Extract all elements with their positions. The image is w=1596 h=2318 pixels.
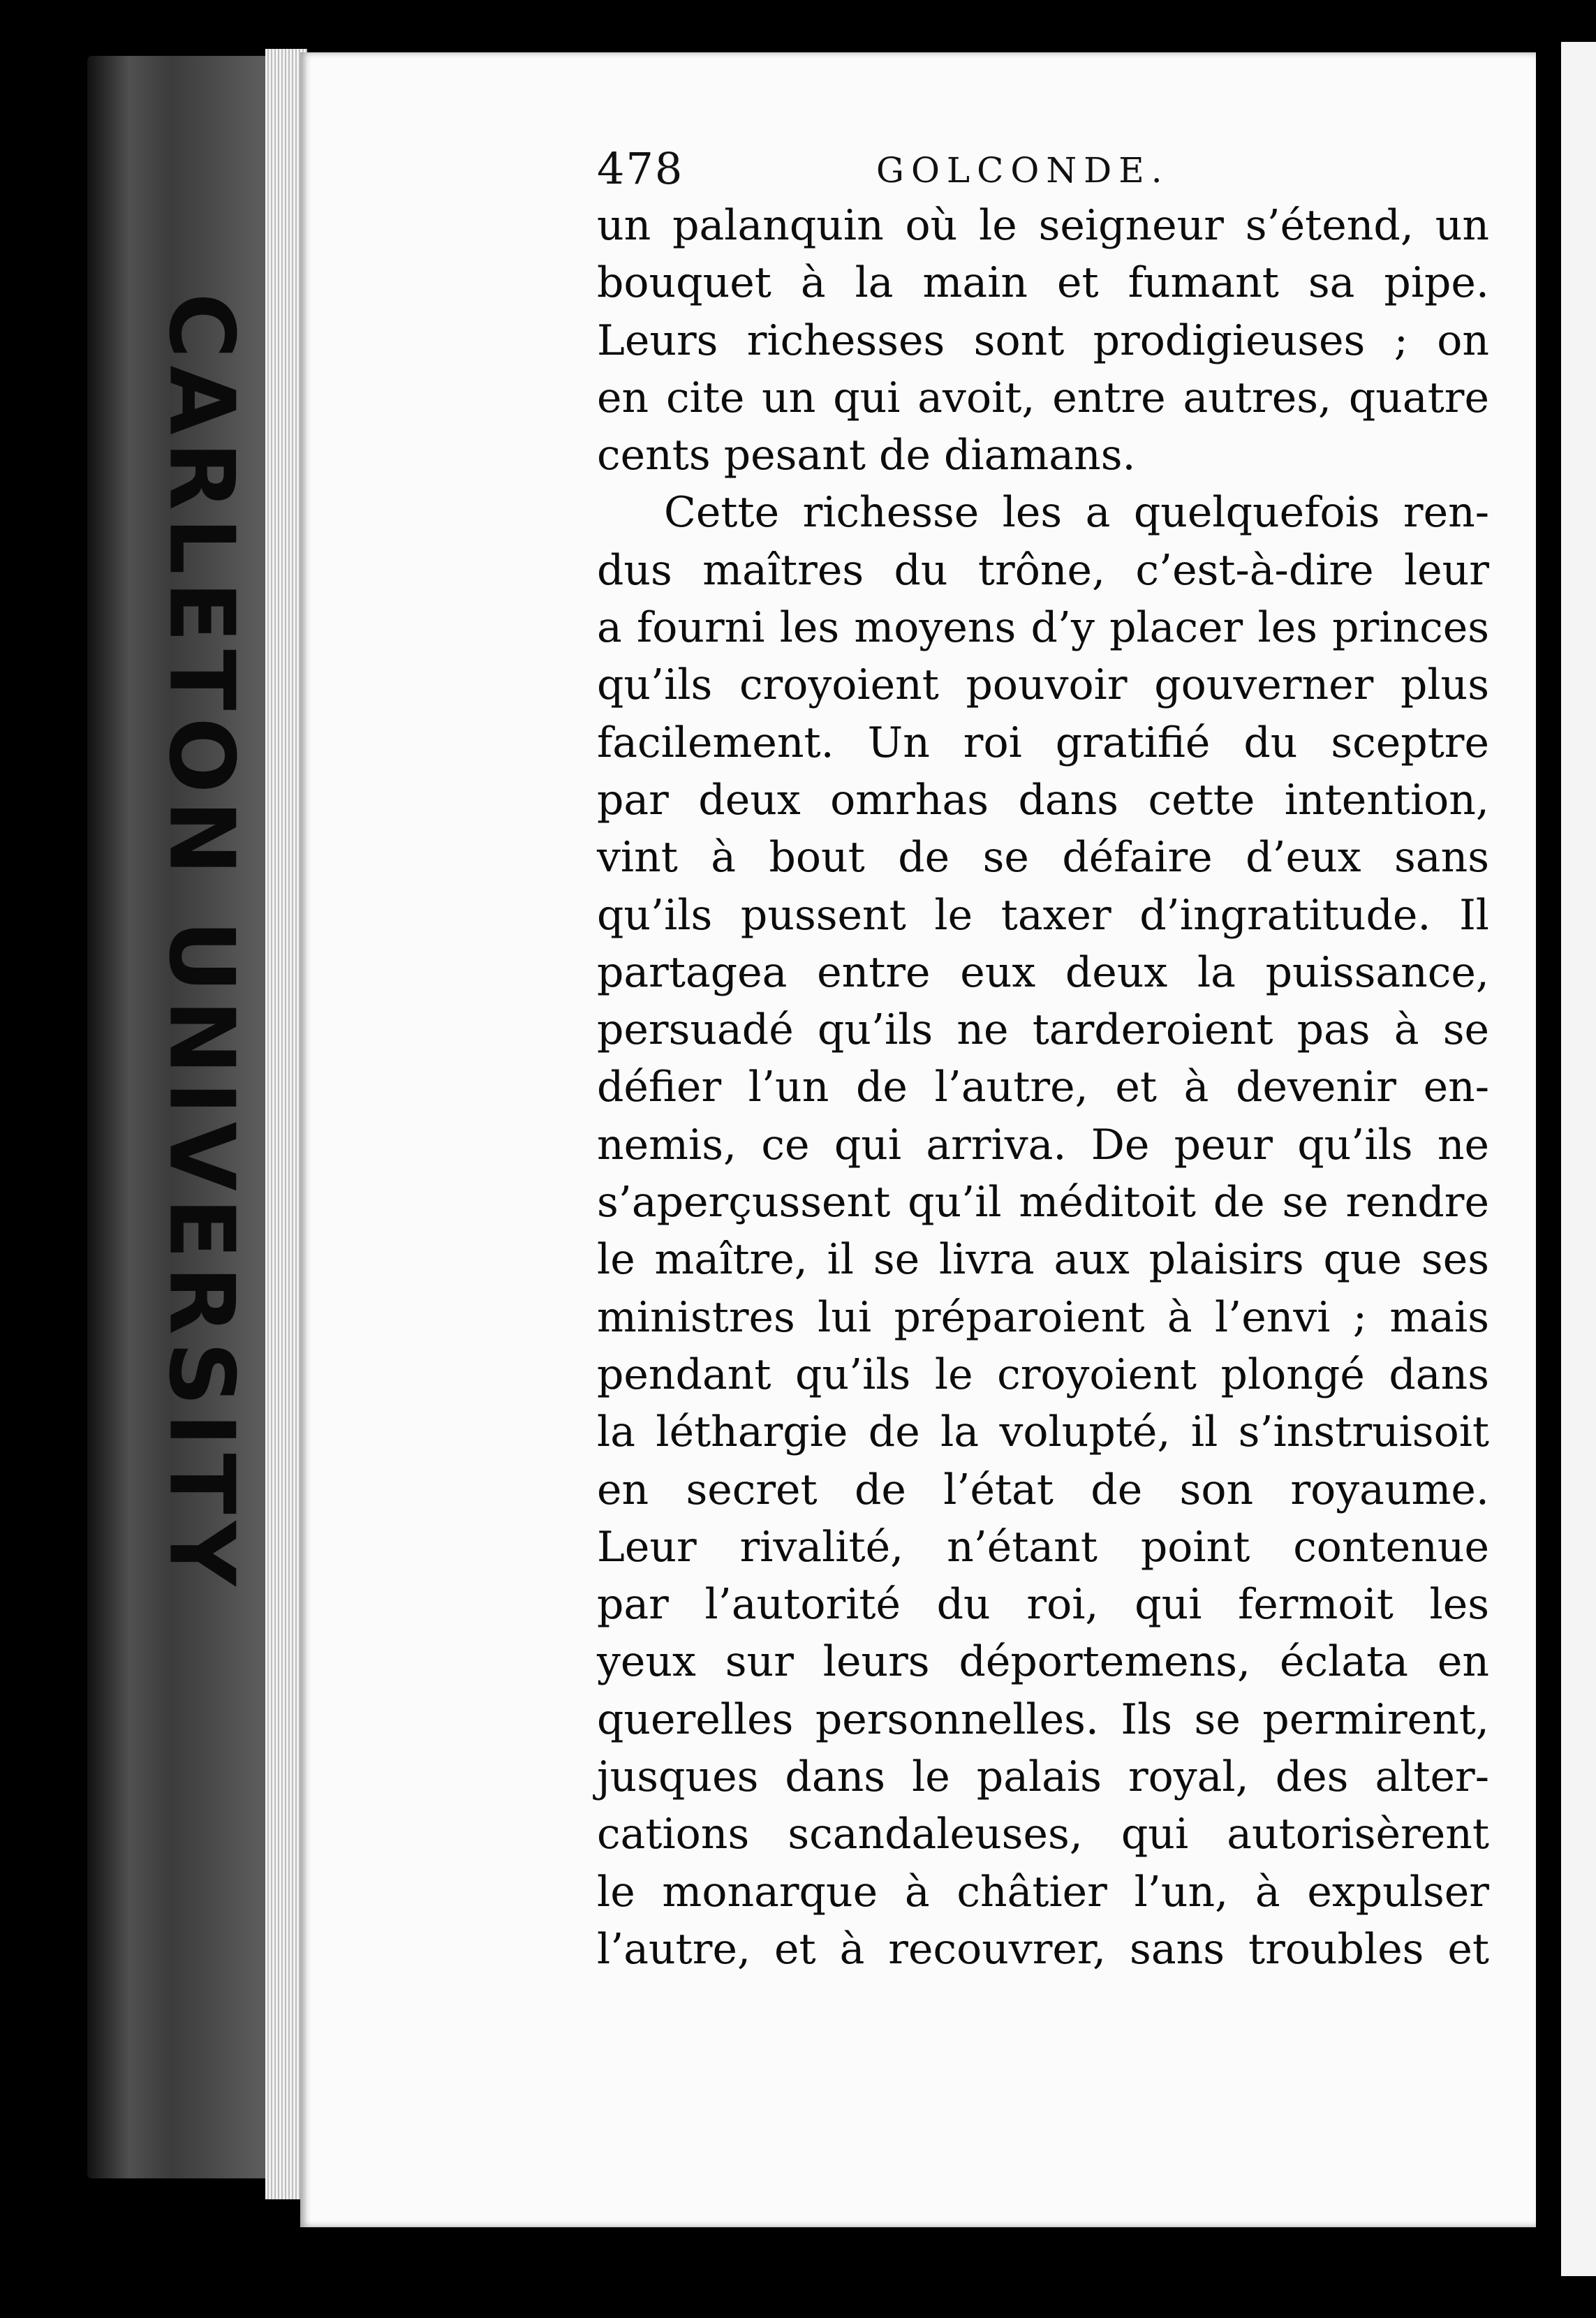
library-stamp: [149, 293, 253, 1593]
text-line: facilement. Un roi gratifié du sceptre: [597, 718, 1489, 767]
text-line: bouquet à la main et fumant sa pipe.: [597, 258, 1489, 308]
text-line: dus maîtres du trône, c’est-à-dire leur: [597, 545, 1489, 595]
text-line: cents pesant de diamans.: [597, 431, 1136, 480]
running-title: GOLCONDE.: [876, 150, 1169, 191]
text-line: qu’ils croyoient pouvoir gouverner plus: [597, 660, 1489, 710]
text-line: Cette richesse les a quelquefois ren-: [664, 488, 1489, 538]
text-line: l’autre, et à recouvrer, sans troubles et: [597, 1924, 1489, 1974]
library-stamp-text: CARLETON UNIVERSITY: [149, 293, 253, 1593]
text-line: yeux sur leurs déportemens, éclata en: [597, 1637, 1489, 1687]
text-line: le monarque à châtier l’un, à expulser: [597, 1867, 1489, 1917]
text-line: vint à bout de se défaire d’eux sans: [597, 833, 1489, 883]
text-line: défier l’un de l’autre, et à devenir en-: [597, 1063, 1489, 1112]
text-line: la léthargie de la volupté, il s’instruisoit: [597, 1408, 1489, 1457]
text-line: persuadé qu’ils ne tarderoient pas à se: [597, 1005, 1489, 1055]
text-line: le maître, il se livra aux plaisirs que ses: [597, 1235, 1489, 1285]
text-line: querelles personnelles. Ils se permirent,: [597, 1695, 1489, 1744]
text-line: un palanquin où le seigneur s’étend, un: [597, 201, 1489, 250]
text-line: ministres lui préparoient à l’envi ; mais: [597, 1292, 1489, 1342]
text-line: nemis, ce qui arriva. De peur qu’ils ne: [597, 1120, 1489, 1169]
text-line: qu’ils pussent le taxer d’ingratitude. Il: [597, 890, 1489, 940]
text-line: jusques dans le palais royal, des alter-: [597, 1752, 1489, 1802]
text-line: pendant qu’ils le croyoient plongé dans: [597, 1350, 1489, 1399]
text-line: partagea entre eux deux la puissance,: [597, 947, 1489, 997]
text-line: par deux omrhas dans cette intention,: [597, 775, 1489, 825]
facing-page-edge: [1561, 42, 1596, 2276]
body-text: [597, 197, 1489, 1978]
text-line: s’aperçussent qu’il méditoit de se rendre: [597, 1178, 1489, 1227]
text-line: en secret de l’état de son royaume.: [597, 1465, 1489, 1514]
text-line: Leur rivalité, n’étant point contenue: [597, 1522, 1489, 1572]
scan-margin-bottom: [300, 2227, 1561, 2318]
text-line: Leurs richesses sont prodigieuses ; on: [597, 316, 1489, 365]
text-line: par l’autorité du roi, qui fermoit les: [597, 1580, 1489, 1630]
page-number: 478: [597, 143, 684, 194]
text-line: a fourni les moyens d’y placer les princes: [597, 603, 1489, 653]
text-line: cations scandaleuses, qui autorisèrent: [597, 1810, 1489, 1859]
page-header: [597, 143, 1477, 199]
text-line: en cite un qui avoit, entre autres, quatre: [597, 373, 1489, 422]
